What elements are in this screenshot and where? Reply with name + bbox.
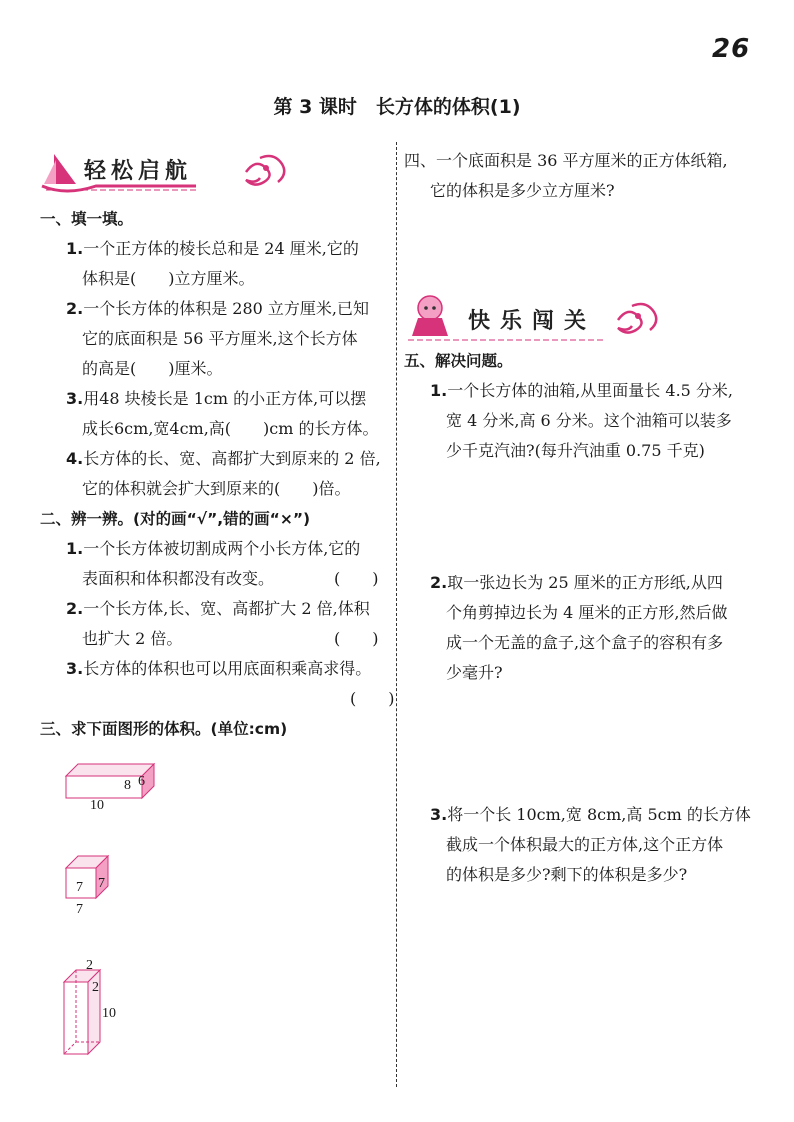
prism-top-label: 2	[86, 958, 93, 973]
page-title: 第 3 课时 长方体的体积(1)	[273, 96, 521, 118]
section-4: 四、一个底面积是 36 平方厘米的正方体纸箱, 它的体积是多少立方厘米?	[404, 146, 760, 206]
section-4-heading: 四、一个底面积是 36 平方厘米的正方体纸箱,	[404, 151, 728, 170]
s5-question-3: 3.将一个长 10cm,宽 8cm,高 5cm 的长方体 截成一个体积最大的正方体,这个正方体 的体积是多少?剩下的体积是多少?	[430, 805, 751, 884]
answer-paren[interactable]: ( )	[334, 629, 379, 648]
left-column	[40, 204, 395, 744]
section-1-heading: 一、填一填。	[40, 210, 134, 228]
s1-question-2: 2.一个长方体的体积是 280 立方厘米,已知 它的底面积是 56 平方厘米,这个长方体 的高是( )厘米。	[66, 299, 370, 378]
s1-question-4: 4.长方体的长、宽、高都扩大到原来的 2 倍, 它的体积就会扩大到原来的( )倍。	[66, 449, 381, 498]
banner-easy-start	[36, 146, 296, 198]
cuboid-height-label: 6	[138, 774, 145, 789]
prism-height-label: 10	[102, 1006, 116, 1021]
banner-easy-start-label: 轻松启航	[84, 159, 193, 184]
section-2-heading: 二、辨一辨。(对的画“√”,错的画“×”)	[40, 510, 311, 528]
page-number: 26	[712, 34, 751, 64]
s2-question-1: 1.一个长方体被切割成两个小长方体,它的 表面积和体积都没有改变。 ( )	[40, 534, 390, 594]
section-5-heading: 五、解决问题。	[404, 352, 513, 370]
s2-question-3: 3.长方体的体积也可以用底面积乘高求得。 ( )	[40, 654, 390, 714]
prism-side-label: 2	[92, 980, 99, 995]
banner-happy-challenge	[404, 290, 664, 346]
s1-question-1: 1.一个正方体的棱长总和是 24 厘米,它的 体积是( )立方厘米。	[66, 239, 359, 288]
cuboid-width-label: 8	[124, 778, 131, 793]
s5-question-1: 1.一个长方体的油箱,从里面量长 4.5 分米, 宽 4 分米,高 6 分米。这个油箱可以装多 少千克汽油?(每升汽油重 0.75 千克)	[430, 381, 734, 460]
section-3-heading: 三、求下面图形的体积。(单位:cm)	[40, 720, 288, 738]
cube-side-label: 7	[98, 876, 105, 891]
banner-happy-challenge-label: 快乐闯关	[468, 309, 597, 334]
answer-paren[interactable]: ( )	[334, 569, 379, 588]
section-5	[404, 346, 764, 890]
figure-cube	[56, 852, 126, 922]
answer-paren[interactable]: ( )	[350, 689, 395, 708]
column-divider	[396, 142, 397, 1087]
cube-front-label: 7	[76, 880, 83, 895]
figure-cuboid	[58, 758, 168, 816]
cube-bottom-label: 7	[76, 902, 83, 917]
cuboid-length-label: 10	[90, 798, 104, 813]
s2-question-2: 2.一个长方体,长、宽、高都扩大 2 倍,体积 也扩大 2 倍。 ( )	[40, 594, 390, 654]
s5-question-2: 2.取一张边长为 25 厘米的正方形纸,从四 个角剪掉边长为 4 厘米的正方形,然后做 成一个无盖的盒子,这个盒子的容积有多 少毫升?	[430, 573, 728, 682]
figure-tall-prism	[58, 958, 138, 1058]
s1-question-3: 3.用48 块棱长是 1cm 的小正方体,可以摆 成长6cm,宽4cm,高( )cm 的长方体。	[66, 389, 379, 438]
